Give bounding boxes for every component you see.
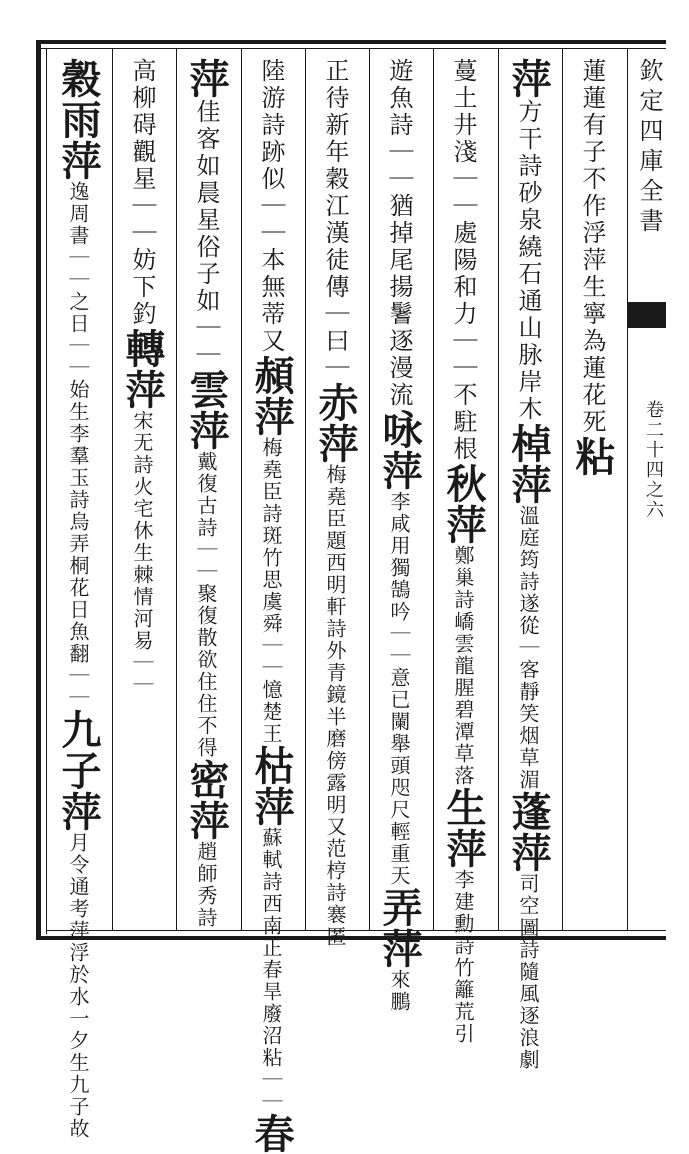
- column-divider: [369, 48, 370, 930]
- citation-note: 逸周書｜｜之日｜｜始生李羣玉詩烏弄桐花日魚翻｜｜: [66, 181, 90, 709]
- headword: 轉萍: [119, 328, 166, 410]
- body-text: 蓮: [578, 58, 606, 85]
- book-title: 欽定四庫全書: [635, 58, 663, 238]
- frame-left-inner-rule: [46, 48, 47, 934]
- citation-note: 來鵬: [387, 969, 411, 1013]
- citation-note: 宋无詩火宅休生棘情河易｜｜: [130, 410, 154, 696]
- headword: 穀雨萍: [55, 58, 102, 181]
- headword: 頳萍: [248, 355, 295, 437]
- frame-top-rule: [36, 40, 666, 44]
- column-divider: [498, 48, 499, 930]
- column-divider: [562, 48, 563, 930]
- headword: 秋萍: [440, 463, 487, 545]
- volume-label: 卷二十四之六: [643, 400, 664, 520]
- headword: 九子萍: [55, 709, 102, 832]
- citation-note: 趙師秀詩: [194, 841, 218, 929]
- citation-note: 戴復古詩｜｜聚復散欲住住不得: [194, 451, 218, 759]
- column-divider: [112, 48, 113, 930]
- citation-note: 李咸用獨鵠吟｜｜意已闌舉頭咫尺輕重天: [387, 491, 411, 887]
- text-column: [120, 58, 164, 696]
- center-margin-rule: [627, 48, 628, 930]
- headword: 弄萍: [376, 887, 423, 969]
- headword: 萍: [183, 58, 230, 99]
- headword: 粘: [569, 436, 616, 477]
- text-column: [506, 58, 550, 1071]
- citation-note: 鄭巢詩嶠雲龍腥碧潭草落: [451, 545, 475, 787]
- headword: 密萍: [183, 759, 230, 841]
- body-text: 蓮有子不作浮萍生寧為蓮花死: [578, 85, 606, 436]
- text-column: [249, 58, 293, 1154]
- text-column: [56, 58, 100, 1140]
- body-text: 陸游詩跡似｜｜本無蒂又: [257, 58, 285, 355]
- headword: 雲萍: [183, 369, 230, 451]
- column-divider: [176, 48, 177, 930]
- headword: 春: [248, 1113, 295, 1154]
- frame-top-inner-rule: [36, 48, 666, 49]
- column-divider: [433, 48, 434, 930]
- citation-note: 梅堯臣詩斑竹思虞舜｜｜憶楚王: [259, 437, 283, 745]
- frame-left-rule: [36, 40, 41, 940]
- headword: 萍: [505, 58, 552, 99]
- column-divider: [305, 48, 306, 930]
- body-text: 蔓土井淺｜｜處陽和力｜｜不駐根: [449, 58, 477, 463]
- citation-note: 月令通考萍浮於水一夕生九子故: [66, 832, 90, 1140]
- body-text: 方干詩砂泉繞石通山脉岸木: [514, 99, 542, 423]
- citation-note: 司空圖詩隨風逐浪劇: [516, 873, 540, 1071]
- column-divider: [241, 48, 242, 930]
- body-text: 遊魚詩｜｜猶掉尾揚鬐逐漫流: [385, 58, 413, 409]
- body-text: 高柳碍觀星｜｜妨下釣: [128, 58, 156, 328]
- citation-note: 梅堯臣題西明軒詩外青鏡半磨傍露明又范梈詩褰匿: [323, 464, 347, 948]
- headword: 枯萍: [248, 745, 295, 827]
- text-column: [377, 58, 421, 1013]
- fishtail-mark: [628, 302, 666, 328]
- citation-note: 李建勳詩竹籬荒引: [451, 869, 475, 1045]
- headword: 蓬萍: [505, 791, 552, 873]
- body-text: 佳客如晨星俗子如｜｜: [192, 99, 220, 369]
- text-column: [313, 58, 357, 948]
- body-text: 正待新年穀江漢徒傳｜曰｜: [321, 58, 349, 382]
- headword: 生萍: [440, 787, 487, 869]
- headword: 赤萍: [312, 382, 359, 464]
- headword: 棹萍: [505, 423, 552, 505]
- text-column: [570, 58, 614, 477]
- citation-note: 溫庭筠詩遂從｜客靜笑烟草湄: [516, 505, 540, 791]
- citation-note: 蘇軾詩西南正春旱廢沼粘｜｜: [259, 827, 283, 1113]
- text-column: [441, 58, 485, 1045]
- text-column: [184, 58, 228, 929]
- headword: 咏萍: [376, 409, 423, 491]
